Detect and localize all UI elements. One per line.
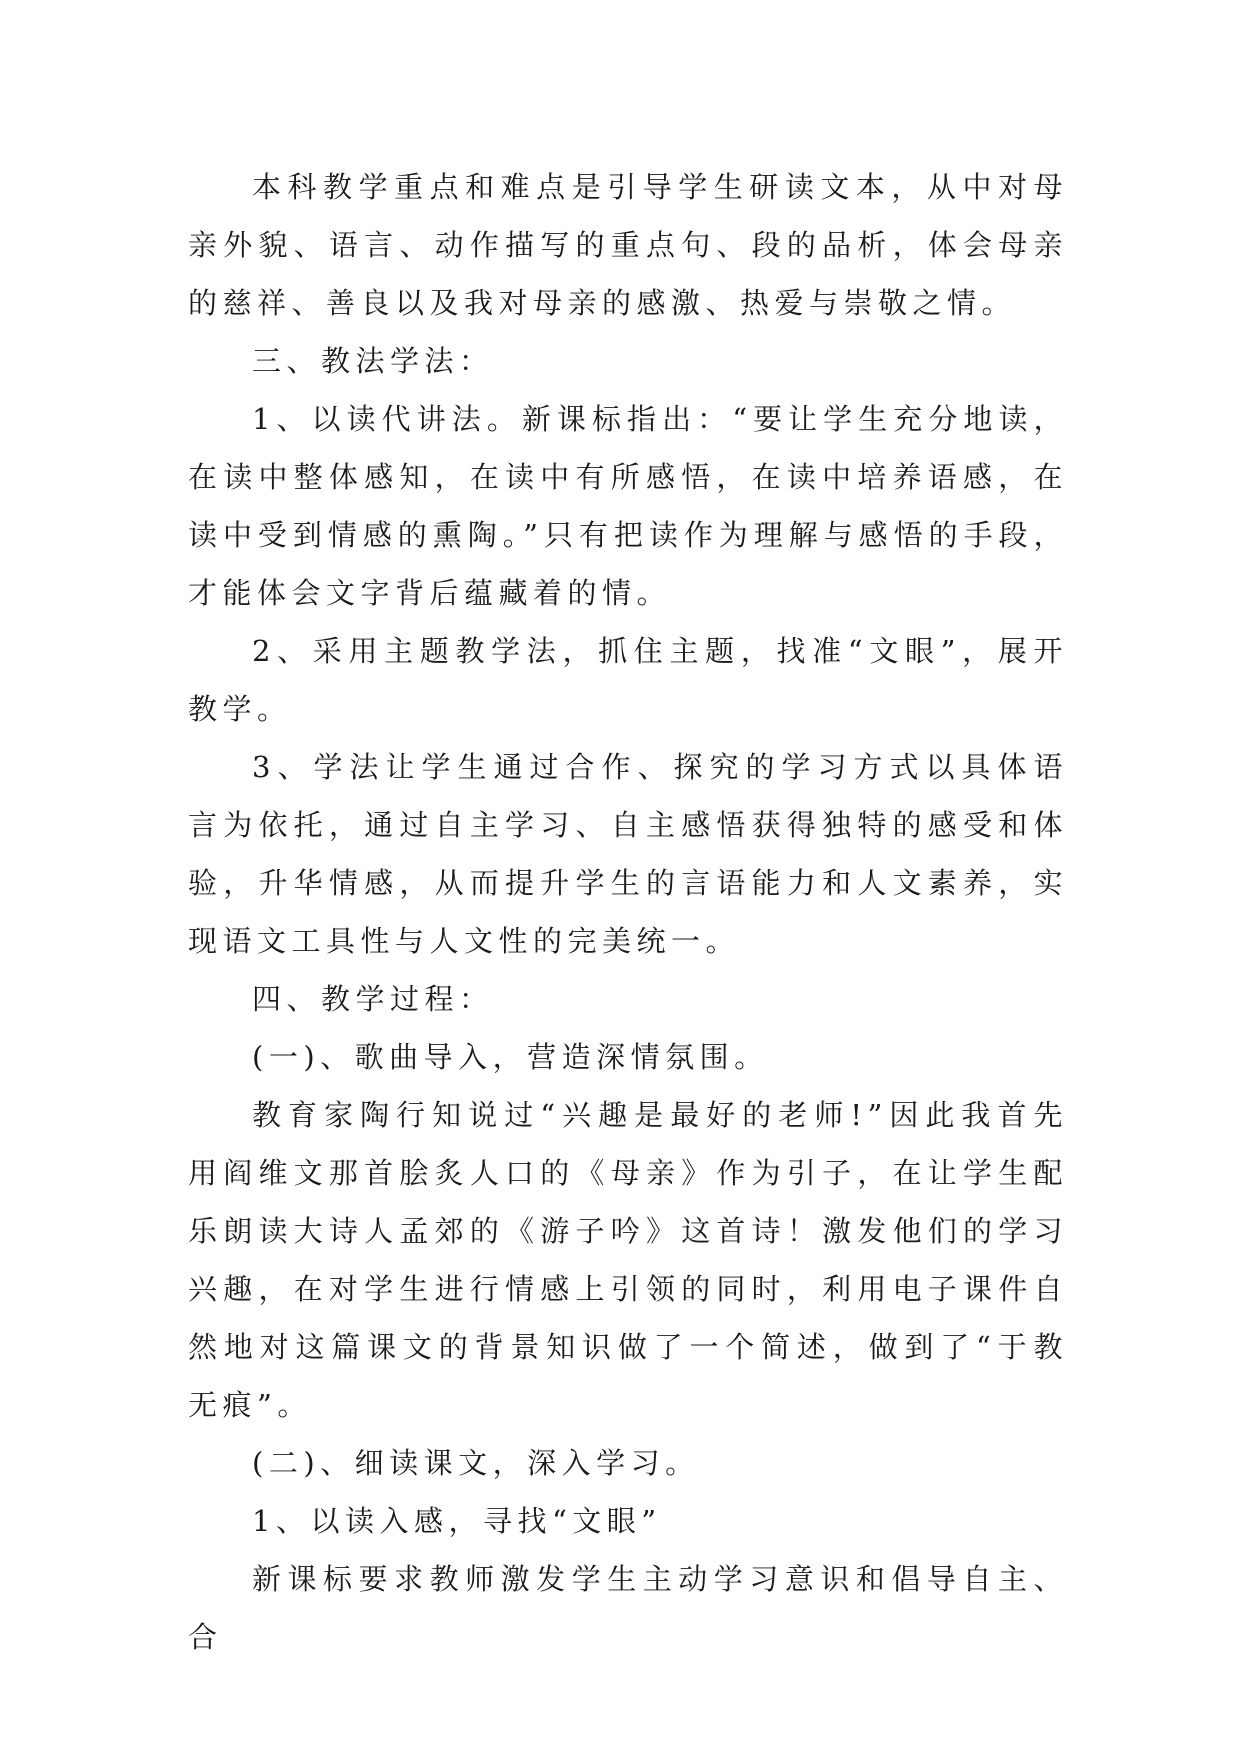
paragraph-method-3: 3、学法让学生通过合作、探究的学习方式以具体语言为依托，通过自主学习、自主感悟获得独特的感受和体验，升华情感，从而提升学生的言语能力和人文素养，实现语文工具性与人文性的完美统一。 <box>188 750 1068 958</box>
paragraph-new-curriculum: 新课标要求教师激发学生主动学习意识和倡导自主、合 <box>188 1562 1068 1654</box>
document-body <box>188 158 1068 1666</box>
paragraph-method-1: 1、以读代讲法。新课标指出：“要让学生充分地读，在读中整体感知，在读中有所感悟，在读中培养语感，在读中受到情感的熏陶。”只有把读作为理解与感悟的手段，才能体会文字背后蕴藏着的情。 <box>188 402 1068 610</box>
paragraph-method-2: 2、采用主题教学法，抓住主题，找准“文眼”，展开教学。 <box>188 634 1068 726</box>
heading-teaching-process: 四、教学过程： <box>252 982 494 1016</box>
subheading-find-text-eye: 1、以读入感，寻找“文眼” <box>252 1504 662 1538</box>
paragraph-song-intro: 教育家陶行知说过“兴趣是最好的老师!”因此我首先用阎维文那首脍炙人口的《母亲》作为引子，在让学生配乐朗读大诗人孟郊的《游子吟》这首诗！激发他们的学习兴趣，在对学生进行情感上引领的同时，利用电子课件自然地对这篇课文的背景知识做了一个简述，做到了“于教无痕”。 <box>188 1098 1068 1422</box>
heading-teaching-methods: 三、教法学法： <box>252 344 494 378</box>
paragraph-teaching-focus: 本科教学重点和难点是引导学生研读文本，从中对母亲外貌、语言、动作描写的重点句、段的品析，体会母亲的慈祥、善良以及我对母亲的感激、热爱与崇敬之情。 <box>188 170 1068 320</box>
subheading-close-reading: (二)、细读课文，深入学习。 <box>252 1446 700 1480</box>
subheading-song-intro: (一)、歌曲导入，营造深情氛围。 <box>252 1040 769 1074</box>
